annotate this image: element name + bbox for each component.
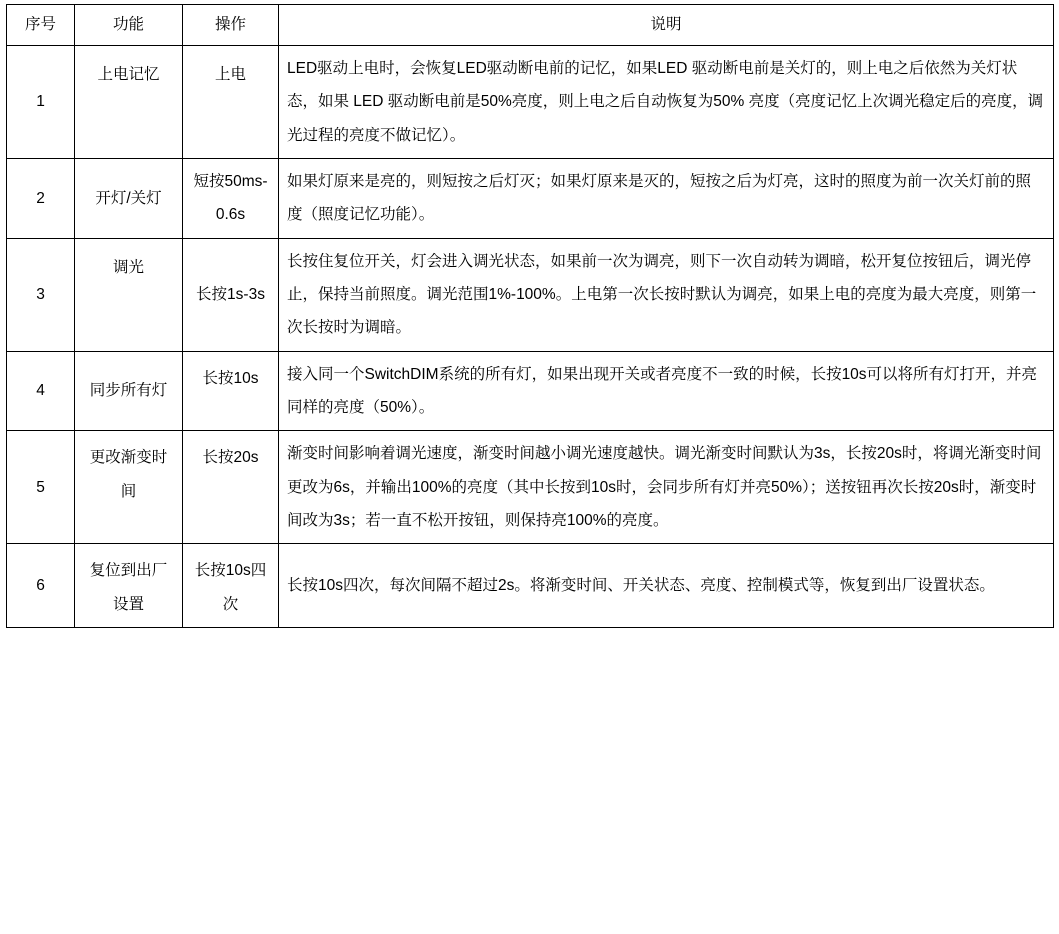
table-row [7, 544, 1054, 628]
column-header-operation: 操作 [183, 5, 279, 46]
row-operation: 上电 [183, 46, 279, 159]
column-header-function: 功能 [75, 5, 183, 46]
column-header-no: 序号 [7, 5, 75, 46]
row-operation: 短按50ms-0.6s [183, 159, 279, 239]
row-operation: 长按10s四次 [183, 544, 279, 628]
table-row [7, 159, 1054, 239]
row-operation: 长按1s-3s [183, 238, 279, 351]
column-header-description: 说明 [279, 5, 1054, 46]
row-function: 复位到出厂设置 [75, 544, 183, 628]
row-description: 渐变时间影响着调光速度，渐变时间越小调光速度越快。调光渐变时间默认为3s，长按20s时，将调光渐变时间更改为6s，并输出100%的亮度（其中长按到10s时，会同步所有灯并亮50%）；送按钮再次长按20s时，渐变时间改为3s；若一直不松开按钮，则保持亮100%的亮度。 [279, 431, 1054, 544]
table-row [7, 46, 1054, 159]
row-number: 6 [7, 544, 75, 628]
row-function: 更改渐变时间 [75, 431, 183, 544]
table-header-row [7, 5, 1054, 46]
row-number: 3 [7, 238, 75, 351]
row-description: 长按住复位开关，灯会进入调光状态，如果前一次为调亮，则下一次自动转为调暗，松开复位按钮后，调光停止，保持当前照度。调光范围1%-100%。上电第一次长按时默认为调亮，如果上电的亮度为最大亮度，则第一次长按时为调暗。 [279, 238, 1054, 351]
table-row [7, 431, 1054, 544]
table-row [7, 238, 1054, 351]
row-description: 长按10s四次，每次间隔不超过2s。将渐变时间、开关状态、亮度、控制模式等，恢复到出厂设置状态。 [279, 544, 1054, 628]
row-operation: 长按10s [183, 351, 279, 431]
row-number: 1 [7, 46, 75, 159]
row-description: LED驱动上电时，会恢复LED驱动断电前的记忆，如果LED 驱动断电前是关灯的，则上电之后依然为关灯状态，如果 LED 驱动断电前是50%亮度，则上电之后自动恢复为50% 亮度（亮度记忆上次调光稳定后的亮度，调光过程的亮度不做记忆）。 [279, 46, 1054, 159]
row-function: 调光 [75, 238, 183, 351]
row-function: 上电记忆 [75, 46, 183, 159]
row-operation: 长按20s [183, 431, 279, 544]
row-number: 2 [7, 159, 75, 239]
row-function: 同步所有灯 [75, 351, 183, 431]
table-row [7, 351, 1054, 431]
row-number: 4 [7, 351, 75, 431]
row-function: 开灯/关灯 [75, 159, 183, 239]
row-description: 如果灯原来是亮的，则短按之后灯灭；如果灯原来是灭的，短按之后为灯亮，这时的照度为前一次关灯前的照度（照度记忆功能）。 [279, 159, 1054, 239]
function-operation-table [6, 4, 1054, 628]
row-description: 接入同一个SwitchDIM系统的所有灯，如果出现开关或者亮度不一致的时候，长按10s可以将所有灯打开，并亮同样的亮度（50%）。 [279, 351, 1054, 431]
row-number: 5 [7, 431, 75, 544]
